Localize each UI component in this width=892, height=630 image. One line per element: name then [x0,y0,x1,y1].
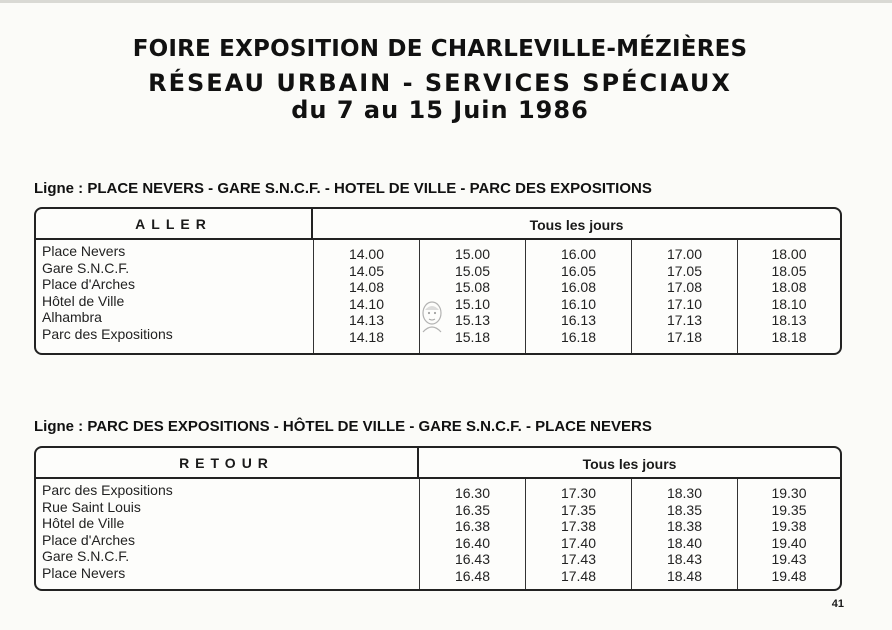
time-cell: 19.40 [771,534,807,551]
time-cell: 19.30 [771,485,807,501]
retour-time-column [419,479,525,589]
retour-direction-label: RETOUR [36,448,419,477]
page-top-edge [0,0,892,3]
stop-name: Place Nevers [42,564,126,581]
retour-time-column [631,479,737,589]
time-cell: 14.13 [348,312,385,329]
time-cell: 16.10 [560,295,597,312]
time-cell: 18.38 [666,518,703,535]
aller-table-header [36,209,840,240]
time-cell: 17.08 [666,279,703,296]
retour-stop-list [42,482,173,582]
time-cell: 17.30 [560,485,597,501]
retour-table-header [36,448,840,479]
time-cell: 17.40 [560,534,597,551]
retour-timetable [34,446,842,591]
time-cell: 17.48 [560,567,597,584]
stop-name: Hôtel de Ville [42,292,125,309]
stop-name: Parc des Expositions [42,482,173,498]
time-cell: 16.05 [560,262,597,279]
portrait-stamp-icon [417,298,447,334]
stop-name: Place d'Arches [42,531,135,548]
time-cell: 19.48 [771,567,807,584]
time-cell: 17.13 [666,312,703,329]
time-cell: 16.30 [454,485,491,501]
aller-days-label: Tous les jours [529,217,624,233]
time-cell: 15.18 [454,328,491,345]
time-cell: 16.13 [560,312,597,329]
page-title: FOIRE EXPOSITION DE CHARLEVILLE-MÉZIÈRES [132,36,748,62]
time-cell: 18.48 [666,567,703,584]
aller-time-column [737,240,840,353]
aller-time-column [419,240,525,353]
time-cell: 17.10 [666,295,703,312]
time-cell: 14.10 [348,295,385,312]
time-cell: 18.05 [771,262,807,279]
time-cell: 18.13 [771,312,807,329]
time-cell: 14.05 [348,262,385,279]
time-cell: 16.18 [560,328,597,345]
time-cell: 15.05 [454,262,491,279]
time-cell: 18.30 [666,485,703,501]
time-cell: 16.38 [454,518,491,535]
time-cell: 18.35 [666,501,703,518]
aller-route-line: Ligne : PLACE NEVERS - GARE S.N.C.F. - HOTEL DE VILLE - PARC DES EXPOSITIONS [34,180,652,197]
retour-time-column [525,479,631,589]
time-cell: 18.18 [771,328,807,345]
page-subtitle: RÉSEAU URBAIN - SERVICES SPÉCIAUX [148,69,732,97]
time-cell: 16.08 [560,279,597,296]
time-cell: 14.00 [348,246,385,262]
page-number: 41 [831,598,844,610]
time-cell: 16.00 [560,246,597,262]
time-cell: 17.05 [666,262,703,279]
date-range: du 7 au 15 Juin 1986 [291,96,589,124]
time-cell: 15.13 [454,312,491,329]
stop-name: Gare S.N.C.F. [42,259,130,276]
time-cell: 18.00 [771,246,807,262]
time-cell: 19.35 [771,501,807,518]
time-cell: 17.43 [560,551,597,568]
stop-name: Hôtel de Ville [42,515,125,532]
time-cell: 16.40 [454,534,491,551]
aller-time-column [313,240,419,353]
stop-name: Gare S.N.C.F. [42,548,130,565]
time-cell: 17.00 [666,246,703,262]
time-cell: 17.35 [560,501,597,518]
time-cell: 14.08 [348,279,385,296]
time-cell: 17.18 [666,328,703,345]
time-cell: 16.48 [454,567,491,584]
aller-stop-list [42,243,173,343]
aller-direction-label: ALLER [36,209,313,238]
time-cell: 18.43 [666,551,703,568]
retour-route-line: Ligne : PARC DES EXPOSITIONS - HÔTEL DE VILLE - GARE S.N.C.F. - PLACE NEVERS [34,418,652,435]
time-cell: 14.18 [348,328,385,345]
stop-name: Alhambra [42,309,102,326]
retour-days-label: Tous les jours [582,456,677,472]
aller-time-column [525,240,631,353]
time-cell: 15.08 [454,279,491,296]
time-cell: 17.38 [560,518,597,535]
time-cell: 18.10 [771,295,807,312]
time-cell: 19.43 [771,551,807,568]
time-cell: 16.35 [454,501,491,518]
stop-name: Parc des Expositions [42,325,173,342]
time-cell: 16.43 [454,551,491,568]
stop-name: Place d'Arches [42,276,135,293]
time-cell: 18.08 [771,279,807,296]
aller-time-column [631,240,737,353]
retour-time-column [737,479,840,589]
stop-name: Place Nevers [42,243,126,259]
time-cell: 15.10 [454,295,491,312]
time-cell: 15.00 [454,246,491,262]
time-cell: 18.40 [666,534,703,551]
stop-name: Rue Saint Louis [42,498,141,515]
time-cell: 19.38 [771,518,807,535]
